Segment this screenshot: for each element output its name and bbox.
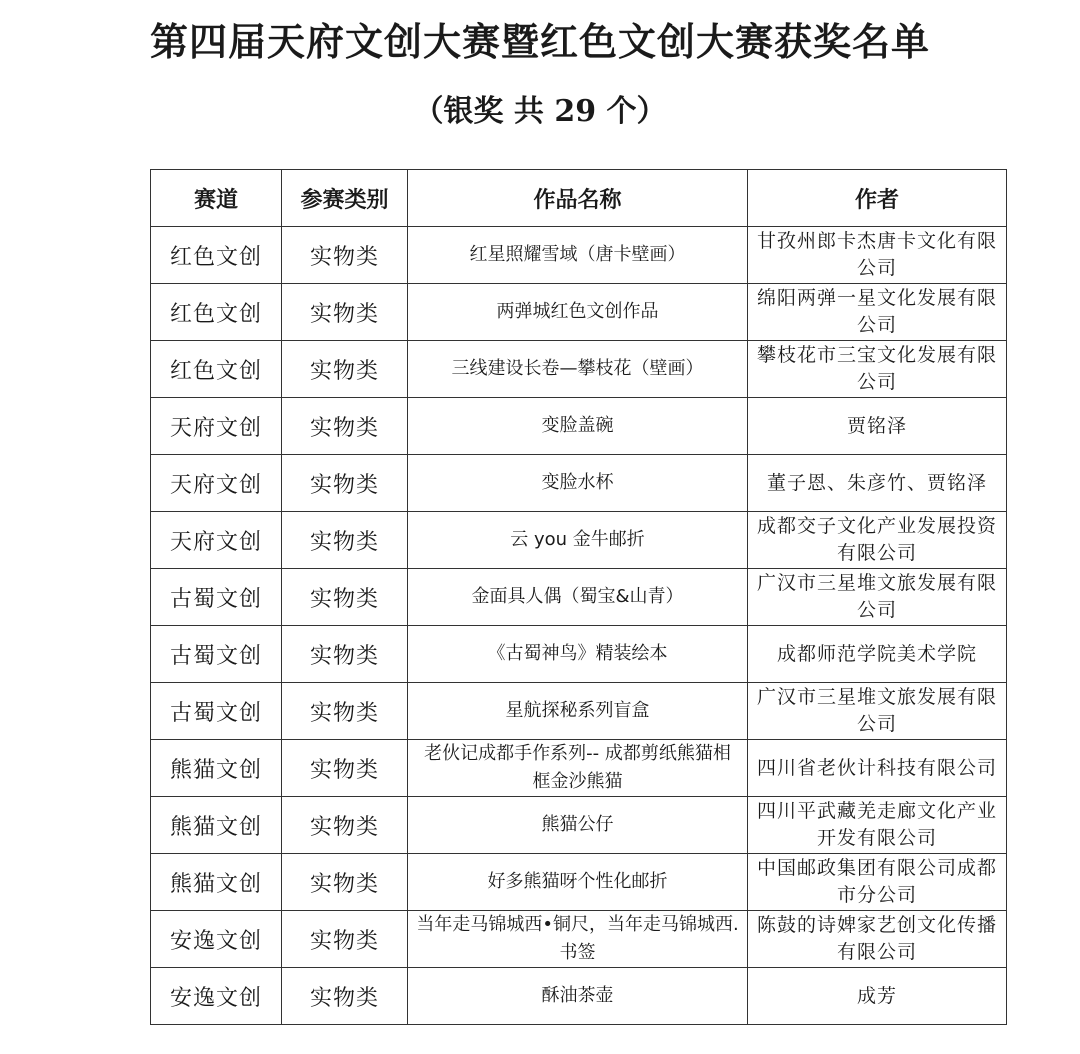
author-cell: 贾铭泽 [748, 398, 1007, 455]
author-cell: 成都师范学院美术学院 [748, 626, 1007, 683]
table-row [151, 227, 1007, 284]
track-cell: 古蜀文创 [151, 569, 282, 626]
table-header-row [151, 170, 1007, 227]
author-cell: 攀枝花市三宝文化发展有限公司 [748, 341, 1007, 398]
awards-table [150, 169, 1007, 1025]
category-cell: 实物类 [282, 455, 408, 512]
work-cell: 熊猫公仔 [408, 797, 748, 854]
category-cell: 实物类 [282, 341, 408, 398]
work-cell: 酥油茶壶 [408, 968, 748, 1025]
table-row [151, 284, 1007, 341]
author-cell: 绵阳两弹一星文化发展有限公司 [748, 284, 1007, 341]
work-cell: 金面具人偶（蜀宝&山青） [408, 569, 748, 626]
work-cell: 云 you 金牛邮折 [408, 512, 748, 569]
track-cell: 天府文创 [151, 455, 282, 512]
work-cell: 当年走马锦城西•铜尺，当年走马锦城西.书签 [408, 911, 748, 968]
category-cell: 实物类 [282, 740, 408, 797]
track-cell: 天府文创 [151, 398, 282, 455]
table-row [151, 740, 1007, 797]
category-cell: 实物类 [282, 854, 408, 911]
page-subtitle: （银奖 共 29 个） [413, 94, 667, 129]
page-title: 第四届天府文创大赛暨红色文创大赛获奖名单 [149, 19, 930, 64]
table-row [151, 911, 1007, 968]
author-cell: 广汉市三星堆文旅发展有限公司 [748, 683, 1007, 740]
table-row [151, 797, 1007, 854]
track-cell: 天府文创 [151, 512, 282, 569]
table-row [151, 683, 1007, 740]
author-cell: 四川平武藏羌走廊文化产业开发有限公司 [748, 797, 1007, 854]
category-cell: 实物类 [282, 284, 408, 341]
track-cell: 红色文创 [151, 284, 282, 341]
author-cell: 广汉市三星堆文旅发展有限公司 [748, 569, 1007, 626]
author-cell: 中国邮政集团有限公司成都市分公司 [748, 854, 1007, 911]
track-cell: 安逸文创 [151, 968, 282, 1025]
table-row [151, 626, 1007, 683]
work-cell: 变脸水杯 [408, 455, 748, 512]
header-author: 作者 [748, 170, 1007, 227]
category-cell: 实物类 [282, 968, 408, 1025]
author-cell: 董子恩、朱彦竹、贾铭泽 [748, 455, 1007, 512]
author-cell: 成芳 [748, 968, 1007, 1025]
track-cell: 古蜀文创 [151, 683, 282, 740]
category-cell: 实物类 [282, 626, 408, 683]
category-cell: 实物类 [282, 797, 408, 854]
track-cell: 红色文创 [151, 227, 282, 284]
header-work: 作品名称 [408, 170, 748, 227]
work-cell: 两弹城红色文创作品 [408, 284, 748, 341]
track-cell: 红色文创 [151, 341, 282, 398]
work-cell: 变脸盖碗 [408, 398, 748, 455]
category-cell: 实物类 [282, 512, 408, 569]
table-row [151, 455, 1007, 512]
work-cell: 星航探秘系列盲盒 [408, 683, 748, 740]
table-row [151, 341, 1007, 398]
category-cell: 实物类 [282, 683, 408, 740]
table-row [151, 854, 1007, 911]
table-row [151, 569, 1007, 626]
table-row [151, 398, 1007, 455]
work-cell: 好多熊猫呀个性化邮折 [408, 854, 748, 911]
author-cell: 成都交子文化产业发展投资有限公司 [748, 512, 1007, 569]
work-cell: 《古蜀神鸟》精装绘本 [408, 626, 748, 683]
header-category: 参赛类别 [282, 170, 408, 227]
author-cell: 甘孜州郎卡杰唐卡文化有限公司 [748, 227, 1007, 284]
work-cell: 老伙记成都手作系列-- 成都剪纸熊猫相框金沙熊猫 [408, 740, 748, 797]
track-cell: 熊猫文创 [151, 740, 282, 797]
category-cell: 实物类 [282, 398, 408, 455]
track-cell: 熊猫文创 [151, 797, 282, 854]
track-cell: 安逸文创 [151, 911, 282, 968]
category-cell: 实物类 [282, 911, 408, 968]
header-track: 赛道 [151, 170, 282, 227]
track-cell: 熊猫文创 [151, 854, 282, 911]
work-cell: 三线建设长卷—攀枝花（壁画） [408, 341, 748, 398]
author-cell: 陈鼓的诗婢家艺创文化传播有限公司 [748, 911, 1007, 968]
track-cell: 古蜀文创 [151, 626, 282, 683]
table-row [151, 968, 1007, 1025]
category-cell: 实物类 [282, 569, 408, 626]
category-cell: 实物类 [282, 227, 408, 284]
table-row [151, 512, 1007, 569]
work-cell: 红星照耀雪域（唐卡壁画） [408, 227, 748, 284]
author-cell: 四川省老伙计科技有限公司 [748, 740, 1007, 797]
